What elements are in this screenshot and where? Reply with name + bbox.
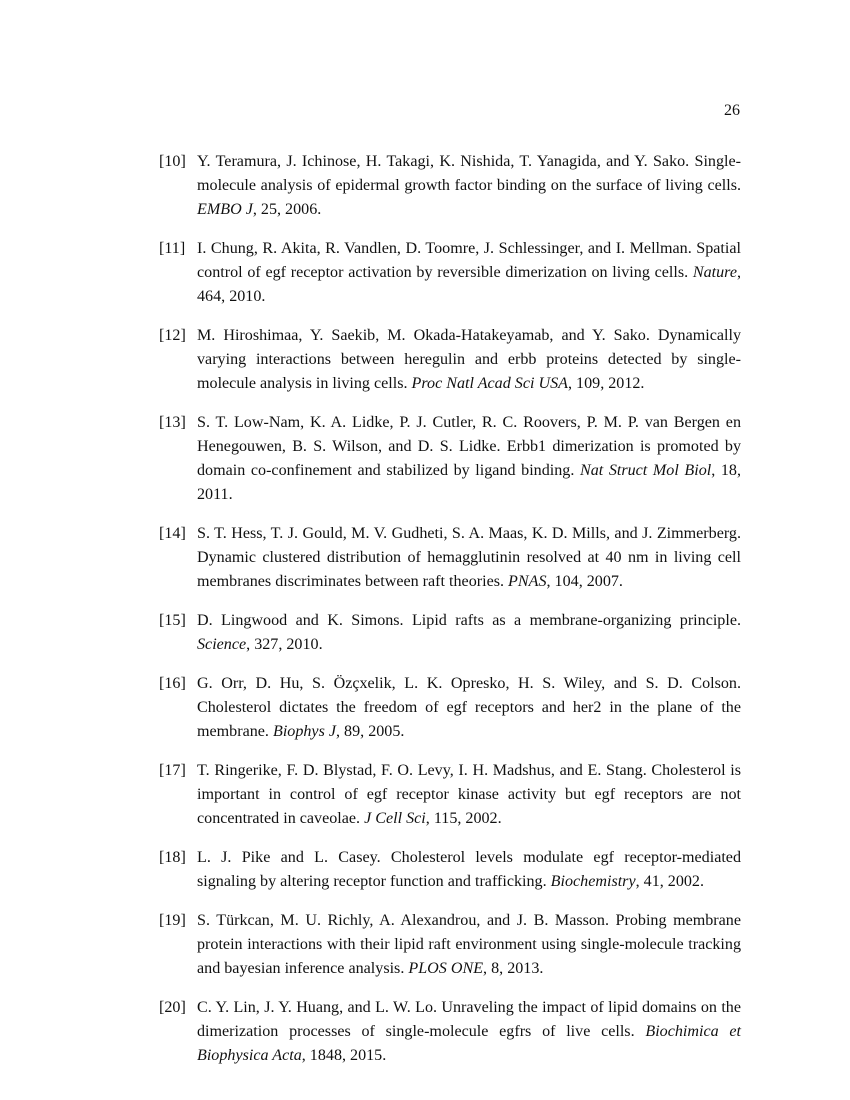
reference-text: S. Türkcan, M. U. Richly, A. Alexandrou, and J. B. Masson. Probing membrane protein interactions with their lipid raft environment using single-molecule tracking and bayesian inference analysis.	[197, 912, 741, 977]
reference-label: [19]	[159, 912, 186, 929]
reference-details: , 1848, 2015.	[301, 1047, 387, 1064]
reference-details: , 327, 2010.	[246, 636, 323, 653]
reference-entry	[159, 609, 741, 657]
reference-entry	[159, 522, 741, 594]
reference-entry	[159, 150, 741, 222]
reference-journal: Biochemistry	[550, 873, 636, 890]
reference-body	[197, 759, 741, 831]
reference-text: L. J. Pike and L. Casey. Cholesterol levels modulate egf receptor-mediated signaling by altering receptor function and trafficking.	[197, 849, 741, 890]
reference-details: , 464, 2010.	[197, 264, 742, 305]
reference-journal: PNAS	[508, 573, 547, 590]
reference-body	[197, 609, 741, 657]
reference-entry	[159, 996, 741, 1068]
reference-details: , 41, 2002.	[635, 873, 704, 890]
reference-details: , 25, 2006.	[252, 201, 322, 218]
reference-details: , 115, 2002.	[425, 810, 502, 827]
reference-details: , 109, 2012.	[568, 375, 645, 392]
reference-label: [13]	[159, 414, 186, 431]
reference-label: [18]	[159, 849, 186, 866]
reference-text: M. Hiroshimaa, Y. Saekib, M. Okada-Hatakeyamab, and Y. Sako. Dynamically varying interactions between heregulin and erbb proteins detected by single-molecule analysis in living cells.	[197, 327, 741, 392]
reference-entry	[159, 324, 741, 396]
reference-entry	[159, 672, 741, 744]
reference-text: C. Y. Lin, J. Y. Huang, and L. W. Lo. Unraveling the impact of lipid domains on the dimerization processes of single-molecule egfrs of live cells.	[197, 999, 741, 1040]
reference-entry	[159, 759, 741, 831]
reference-entry	[159, 411, 741, 507]
reference-journal: Biophys J	[272, 723, 336, 740]
reference-journal: Nat Struct Mol Biol	[579, 462, 712, 479]
reference-text: S. T. Low-Nam, K. A. Lidke, P. J. Cutler, R. C. Roovers, P. M. P. van Bergen en Henegouwen, B. S. Wilson, and D. S. Lidke. Erbb1 dimerization is promoted by domain co-confinement and stabilized by ligand binding.	[197, 414, 741, 479]
reference-label: [12]	[159, 327, 186, 344]
reference-label: [16]	[159, 675, 186, 692]
reference-text: S. T. Hess, T. J. Gould, M. V. Gudheti, S. A. Maas, K. D. Mills, and J. Zimmerberg. Dynamic clustered distribution of hemagglutinin resolved at 40 nm in living cell membranes discriminates between raft theories.	[197, 525, 741, 590]
reference-label: [10]	[159, 153, 186, 170]
reference-body	[197, 909, 741, 981]
reference-details: , 18, 2011.	[197, 462, 741, 503]
reference-body	[197, 324, 741, 396]
reference-label: [14]	[159, 525, 186, 542]
reference-entry	[159, 909, 741, 981]
reference-text: Y. Teramura, J. Ichinose, H. Takagi, K. Nishida, T. Yanagida, and Y. Sako. Single-molecule analysis of epidermal growth factor binding on the surface of living cells.	[197, 153, 741, 194]
reference-journal: Science	[197, 636, 247, 653]
reference-label: [15]	[159, 612, 186, 629]
reference-journal: Biochimica et Biophysica Acta	[197, 1023, 742, 1064]
reference-entry	[159, 846, 741, 894]
reference-label: [17]	[159, 762, 186, 779]
reference-body	[197, 150, 741, 222]
reference-journal: Proc Natl Acad Sci USA	[411, 375, 568, 392]
reference-journal: J Cell Sci	[364, 810, 426, 827]
reference-journal: PLOS ONE	[408, 960, 484, 977]
reference-list	[159, 150, 741, 1083]
page-number: 26	[724, 102, 740, 119]
reference-text: T. Ringerike, F. D. Blystad, F. O. Levy, I. H. Madshus, and E. Stang. Cholesterol is important in control of egf receptor kinase activity but egf receptors are not concentrated in caveolae.	[197, 762, 741, 827]
reference-label: [20]	[159, 999, 186, 1016]
reference-text: D. Lingwood and K. Simons. Lipid rafts as a membrane-organizing principle.	[197, 612, 741, 629]
reference-details: , 8, 2013.	[483, 960, 544, 977]
reference-text: G. Orr, D. Hu, S. Özçxelik, L. K. Opresko, H. S. Wiley, and S. D. Colson. Cholesterol dictates the freedom of egf receptors and her2 in the plane of the membrane.	[197, 675, 741, 740]
reference-details: , 104, 2007.	[546, 573, 623, 590]
reference-label: [11]	[159, 240, 186, 257]
reference-body	[197, 996, 741, 1068]
reference-body	[197, 411, 741, 507]
reference-body	[197, 846, 741, 894]
reference-journal: EMBO J	[197, 201, 253, 218]
reference-body	[197, 672, 741, 744]
reference-body	[197, 522, 741, 594]
reference-details: , 89, 2005.	[336, 723, 405, 740]
reference-journal: Nature	[692, 264, 737, 281]
reference-text: I. Chung, R. Akita, R. Vandlen, D. Toomre, J. Schlessinger, and I. Mellman. Spatial control of egf receptor activation by reversible dimerization on living cells.	[197, 240, 741, 281]
reference-body	[197, 237, 741, 309]
reference-entry	[159, 237, 741, 309]
